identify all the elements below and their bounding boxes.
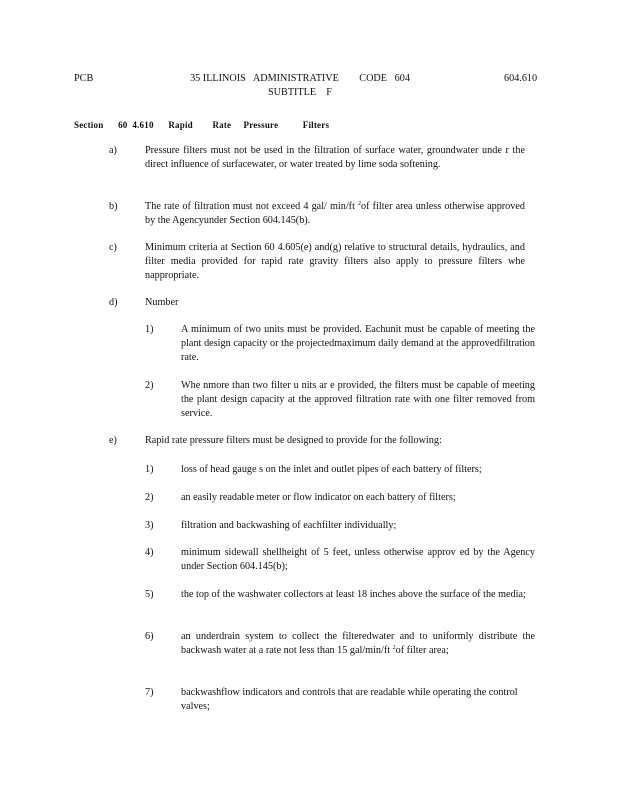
item-e3-text: filtration and backwashing of eachfilter individually; bbox=[181, 520, 397, 531]
item-d1-text: A minimum of two units must be provided. Eachunit must be capable of meeting the plant design capacity or the projectedmaximum daily demand at the approvedfiltration rate. bbox=[181, 324, 535, 363]
header-center-line2: SUBTITLE F bbox=[268, 87, 332, 98]
item-e4-text: minimum sidewall shellheight of 5 feet, unless otherwise approv ed by the Agency under Section 604.145(b); bbox=[181, 547, 535, 572]
item-b-label: b) bbox=[109, 201, 118, 212]
item-e2-text: an easily readable meter or flow indicator on each battery of filters; bbox=[181, 492, 456, 503]
item-d2-text: Whe nmore than two filter u nits ar e provided, the filters must be capable of meeting the plant design capacity at the approved filtration rate with one filter removed from service. bbox=[181, 380, 535, 419]
header-center-line1: 35 ILLINOIS ADMINISTRATIVE CODE 604 bbox=[190, 73, 410, 84]
header-right: 604.610 bbox=[504, 73, 538, 84]
item-e2-label: 2) bbox=[145, 492, 154, 503]
item-e7-text: backwashflow indicators and controls that are readable while operating the control valves; bbox=[181, 687, 518, 712]
item-a-text: Pressure filters must not be used in the filtration of surface water, groundwater unde r the direct influence of surfacewater, or water treated by lime soda softening. bbox=[145, 145, 525, 170]
item-e-text: Rapid rate pressure filters must be designed to provide for the following: bbox=[145, 435, 442, 446]
item-e4-label: 4) bbox=[145, 547, 154, 558]
item-e6-superscript: 2 bbox=[392, 645, 396, 651]
item-b-superscript: 2 bbox=[358, 201, 362, 207]
header-left: PCB bbox=[74, 73, 94, 84]
item-e5-label: 5) bbox=[145, 589, 154, 600]
item-e1-label: 1) bbox=[145, 464, 154, 475]
item-e6-text-before: an underdrain system to collect the filteredwater and to uniformly distribute the backwash water at a rate not less than 15 gal/min/ft bbox=[181, 631, 535, 656]
item-e7-label: 7) bbox=[145, 687, 154, 698]
item-e6-label: 6) bbox=[145, 631, 154, 642]
item-e6-text bbox=[181, 630, 535, 658]
item-b-text bbox=[145, 200, 525, 228]
item-c-text: Minimum criteria at Section 60 4.605(e) and(g) relative to structural details, hydraulics, and filter media provided for rapid rate gravity filters also apply to pressure filters whe nappropriate. bbox=[145, 242, 525, 281]
item-c-label: c) bbox=[109, 242, 117, 253]
item-e6-text-after: of filter area; bbox=[395, 645, 449, 656]
item-e3-label: 3) bbox=[145, 520, 154, 531]
item-d1-label: 1) bbox=[145, 324, 154, 335]
item-b-text-after: of filter area unless otherwise approved by the Agencyunder Section 604.145(b). bbox=[145, 201, 525, 226]
header-center bbox=[175, 72, 425, 100]
item-e1-text: loss of head gauge s on the inlet and outlet pipes of each battery of filters; bbox=[181, 464, 482, 475]
section-title: Section 60 4.610 Rapid Rate Pressure Filters bbox=[74, 120, 330, 130]
item-d2-label: 2) bbox=[145, 380, 154, 391]
item-d-label: d) bbox=[109, 297, 118, 308]
item-b-text-before: The rate of filtration must not exceed 4 gal/ min/ft bbox=[145, 201, 359, 212]
item-e5-text: the top of the washwater collectors at least 18 inches above the surface of the media; bbox=[181, 589, 526, 600]
item-e-label: e) bbox=[109, 435, 117, 446]
item-d-text: Number bbox=[145, 297, 179, 308]
item-a-label: a) bbox=[109, 145, 117, 156]
